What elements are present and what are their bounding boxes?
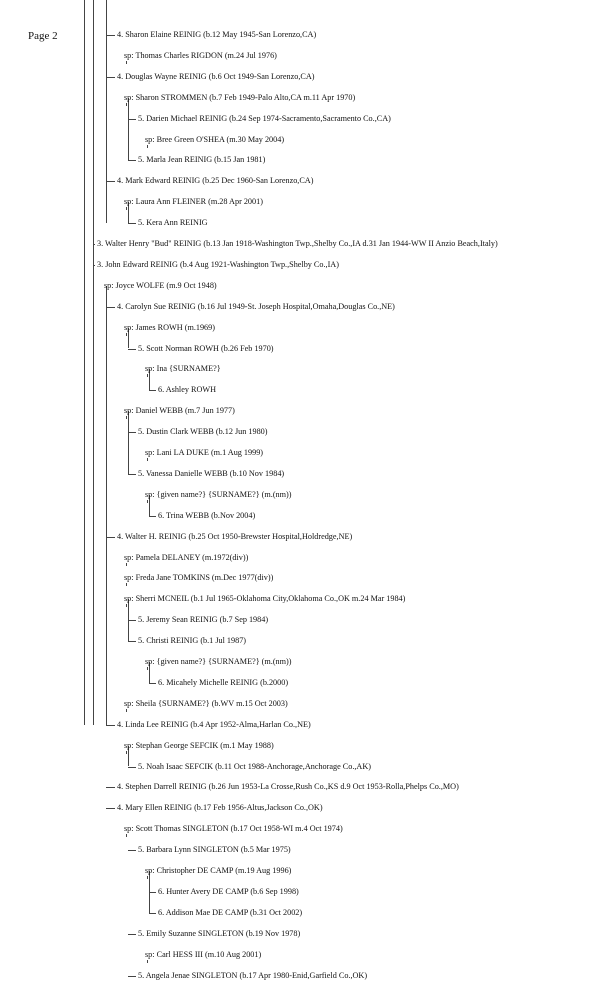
tree-connector bbox=[106, 77, 115, 78]
spouse-entry: sp: Freda Jane TOMKINS (m.Dec 1977(div)) bbox=[124, 573, 274, 583]
tree-connector bbox=[106, 307, 115, 308]
spouse-entry: sp: {given name?} {SURNAME?} (m.(nm)) bbox=[145, 657, 292, 666]
person-entry: 5. Christi REINIG (b.1 Jul 1987) bbox=[138, 636, 247, 646]
person-entry: 5. Barbara Lynn SINGLETON (b.5 Mar 1975) bbox=[138, 845, 291, 855]
tree-connector bbox=[128, 223, 136, 224]
tree-connector bbox=[128, 349, 136, 350]
spouse-entry: sp: James ROWH (m.1969) bbox=[124, 322, 215, 332]
person-entry: 5. Kera Ann REINIG bbox=[138, 218, 208, 228]
tree-connector bbox=[128, 976, 136, 977]
tree-connector bbox=[93, 265, 95, 266]
spouse-entry: sp: Thomas Charles RIGDON (m.24 Jul 1976) bbox=[124, 50, 277, 60]
spouse-entry: sp: Daniel WEBB (m.7 Jun 1977) bbox=[124, 406, 235, 416]
tree-connector bbox=[106, 35, 115, 36]
tree-connector bbox=[93, 244, 95, 245]
person-entry: 4. Carolyn Sue REINIG (b.16 Jul 1949-St. Joseph Hospital,Omaha,Douglas Co.,NE) bbox=[117, 301, 395, 311]
tree-connector bbox=[128, 620, 136, 621]
person-entry: 5. Scott Norman ROWH (b.26 Feb 1970) bbox=[138, 343, 274, 353]
person-entry: 4. Mark Edward REINIG (b.25 Dec 1960-San Lorenzo,CA) bbox=[117, 176, 314, 186]
person-entry: 4. Stephen Darrell REINIG (b.26 Jun 1953-La Crosse,Rush Co.,KS d.9 Oct 1953-Rolla,Phelps Co.,MO) bbox=[117, 782, 459, 792]
person-entry: 5. Angela Jenae SINGLETON (b.17 Apr 1980-Enid,Garfield Co.,OK) bbox=[138, 970, 368, 980]
person-entry: 6. Addison Mae DE CAMP (b.31 Oct 2002) bbox=[158, 907, 303, 917]
tree-connector bbox=[128, 160, 136, 161]
tree-connector bbox=[106, 725, 115, 726]
person-entry: 4. Linda Lee REINIG (b.4 Apr 1952-Alma,Harlan Co.,NE) bbox=[117, 719, 311, 729]
spouse-entry: sp: {given name?} {SURNAME?} (m.(nm)) bbox=[145, 489, 292, 499]
tree-connector bbox=[128, 934, 136, 935]
spouse-entry: sp: Sheila {SURNAME?} (b.WV m.15 Oct 2003) bbox=[124, 698, 288, 708]
spouse-entry: sp: Ina {SURNAME?} bbox=[145, 364, 221, 374]
spouse-entry: sp: Laura Ann FLEINER (m.28 Apr 2001) bbox=[124, 197, 263, 207]
spouse-entry: sp: Sharon STROMMEN (b.7 Feb 1949-Palo Alto,CA m.11 Apr 1970) bbox=[124, 92, 356, 102]
person-entry: 5. Marla Jean REINIG (b.15 Jan 1981) bbox=[138, 155, 266, 165]
tree-connector bbox=[128, 767, 136, 768]
person-entry: 5. Darien Michael REINIG (b.24 Sep 1974-Sacramento,Sacramento Co.,CA) bbox=[138, 113, 391, 123]
spouse-entry: sp: Lani LA DUKE (m.1 Aug 1999) bbox=[145, 448, 264, 457]
person-entry: 5. Noah Isaac SEFCIK (b.11 Oct 1988-Anchorage,Anchorage Co.,AK) bbox=[138, 761, 371, 771]
person-entry: 4. Walter H. REINIG (b.25 Oct 1950-Brewster Hospital,Holdredge,NE) bbox=[117, 531, 353, 541]
spouse-entry: sp: Pamela DELANEY (m.1972(div)) bbox=[124, 552, 249, 562]
tree-rail bbox=[106, 0, 107, 223]
tree-connector bbox=[149, 390, 156, 391]
spouse-entry: sp: Bree Green O'SHEA (m.30 May 2004) bbox=[145, 134, 285, 144]
person-entry: 6. Ashley ROWH bbox=[158, 385, 216, 395]
spouse-entry: sp: Christopher DE CAMP (m.19 Aug 1996) bbox=[145, 866, 292, 875]
tree-connector bbox=[149, 892, 156, 893]
tree-connector bbox=[128, 641, 136, 642]
person-entry: 5. Dustin Clark WEBB (b.12 Jun 1980) bbox=[138, 427, 268, 437]
person-entry: 5. Emily Suzanne SINGLETON (b.19 Nov 1978) bbox=[138, 928, 301, 938]
person-entry: 6. Micahely Michelle REINIG (b.2000) bbox=[158, 677, 289, 687]
tree-connector bbox=[128, 432, 136, 433]
tree-rail bbox=[84, 0, 85, 725]
tree-connector bbox=[106, 537, 115, 538]
spouse-entry: sp: Sherri MCNEIL (b.1 Jul 1965-Oklahoma City,Oklahoma Co.,OK m.24 Mar 1984) bbox=[124, 594, 406, 604]
spouse-entry: sp: Scott Thomas SINGLETON (b.17 Oct 1958-WI m.4 Oct 1974) bbox=[124, 824, 343, 834]
person-entry: 4. Douglas Wayne REINIG (b.6 Oct 1949-San Lorenzo,CA) bbox=[117, 71, 315, 81]
person-entry: 5. Vanessa Danielle WEBB (b.10 Nov 1984) bbox=[138, 468, 285, 478]
tree-connector bbox=[128, 850, 136, 851]
person-entry: 4. Mary Ellen REINIG (b.17 Feb 1956-Altus,Jackson Co.,OK) bbox=[117, 803, 323, 813]
spouse-entry: sp: Joyce WOLFE (m.9 Oct 1948) bbox=[104, 280, 217, 290]
person-entry: 6. Trina WEBB (b.Nov 2004) bbox=[158, 510, 256, 520]
person-entry: 5. Jeremy Sean REINIG (b.7 Sep 1984) bbox=[138, 615, 269, 625]
tree-connector bbox=[128, 474, 136, 475]
spouse-entry: sp: Stephan George SEFCIK (m.1 May 1988) bbox=[124, 740, 274, 750]
page-label: Page 2 bbox=[28, 30, 58, 42]
tree-connector bbox=[106, 181, 115, 182]
tree-rail bbox=[128, 98, 129, 161]
tree-rail bbox=[106, 286, 107, 725]
tree-connector bbox=[106, 787, 115, 788]
tree-connector bbox=[149, 913, 156, 914]
person-entry: 3. John Edward REINIG (b.4 Aug 1921-Washington Twp.,Shelby Co.,IA) bbox=[97, 259, 339, 269]
person-entry: 6. Hunter Avery DE CAMP (b.6 Sep 1998) bbox=[158, 886, 299, 896]
person-entry: 4. Sharon Elaine REINIG (b.12 May 1945-San Lorenzo,CA) bbox=[117, 30, 317, 39]
tree-connector bbox=[128, 119, 136, 120]
person-entry: 3. Walter Henry "Bud" REINIG (b.13 Jan 1918-Washington Twp.,Shelby Co.,IA d.31 Jan 1944-WW II Anzio Beach,Italy) bbox=[97, 239, 498, 248]
tree-connector bbox=[149, 516, 156, 517]
tree-connector bbox=[149, 683, 156, 684]
tree-rail bbox=[93, 0, 94, 725]
tree-connector bbox=[106, 808, 115, 809]
tree-rail bbox=[128, 411, 129, 474]
spouse-entry: sp: Carl HESS III (m.10 Aug 2001) bbox=[145, 949, 262, 959]
